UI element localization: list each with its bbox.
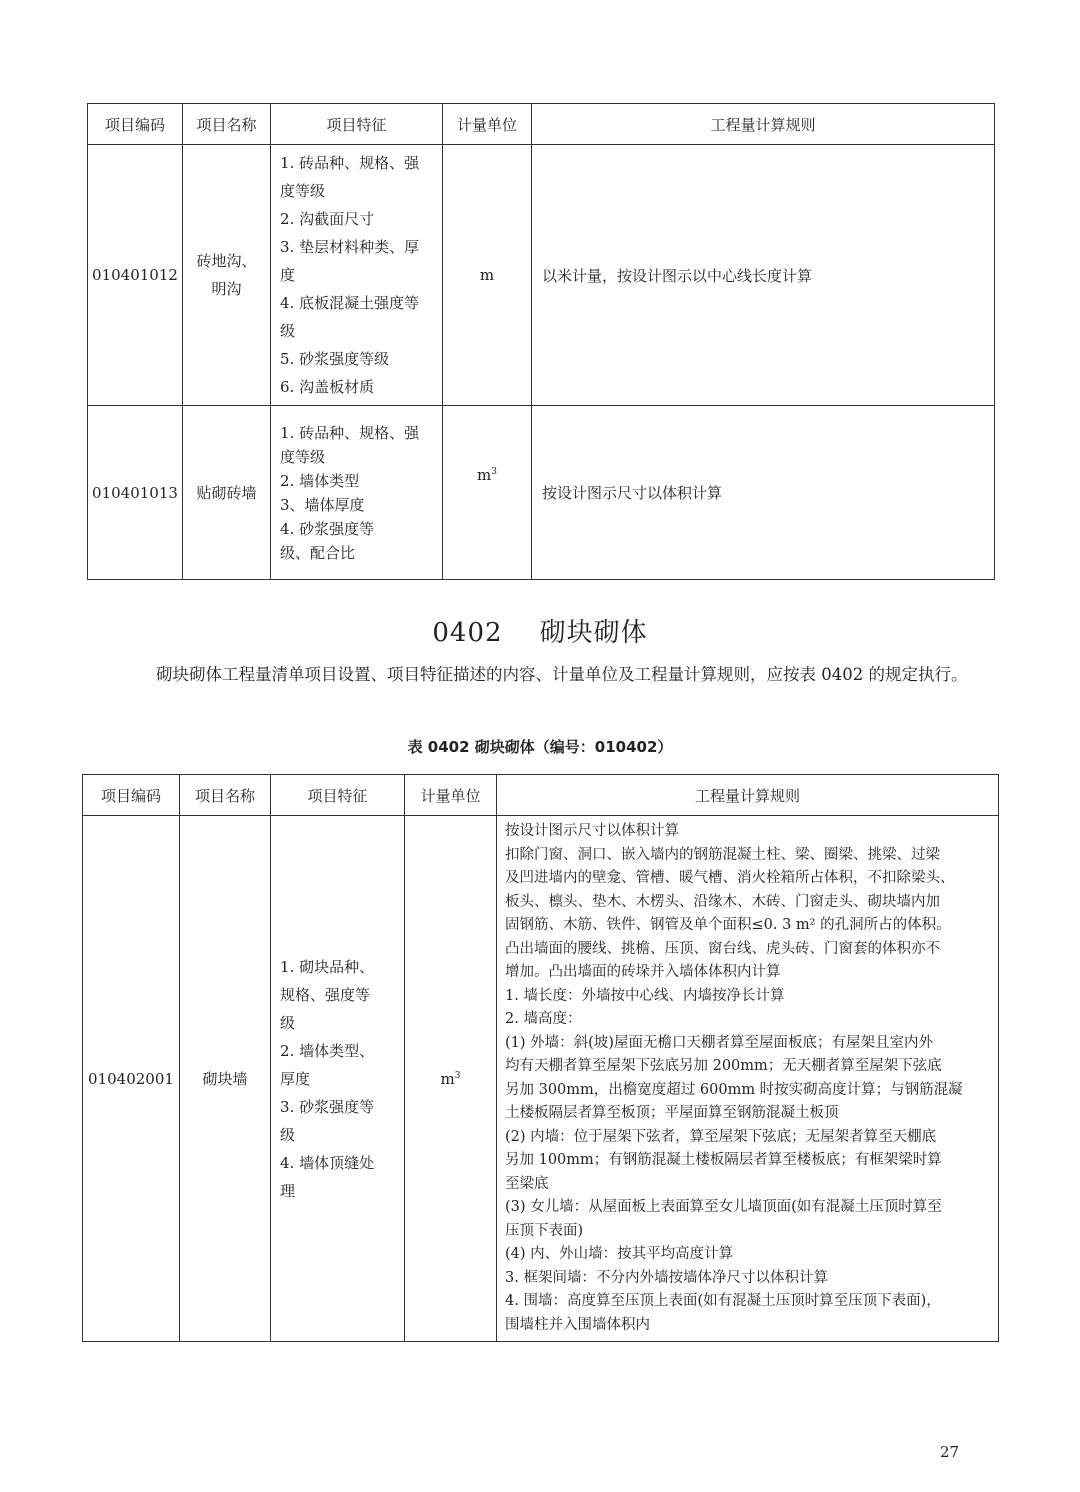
table-row [88,406,995,580]
table-0401-continued [87,103,995,580]
rule-line: 压顶下表面) [505,1222,584,1239]
rule-line: 及凹进墙内的壁龛、管槽、暖气槽、消火栓箱所占体积，不扣除梁头、 [505,870,955,886]
rule-line: 另加 300mm，出檐宽度超过 600mm 时按实砌高度计算；与钢筋混凝 [505,1081,963,1098]
feature-line: 级 [280,1125,296,1144]
unit-base: m [440,1069,455,1088]
item-code: 010401013 [88,406,183,580]
feature-line: 1. 砌块品种、 [280,957,375,976]
header-rule: 工程量计算规则 [497,775,999,816]
feature-line: 4. 墙体顶缝处 [280,1153,375,1172]
item-rule [497,816,999,1342]
feature-line: 级 [280,1013,296,1032]
feature-line: 级 [280,322,296,340]
feature-line: 3. 垫层材料种类、厚 [280,238,420,256]
item-rule: 按设计图示尺寸以体积计算 [532,406,995,580]
rule-line: 固钢筋、木筋、铁件、钢管及单个面积≤0. 3 m² 的孔洞所占的体积。 [505,917,951,933]
feature-line: 度 [280,266,296,284]
unit-base: m [477,466,492,484]
rule-line: 3. 框架间墙：不分内外墙按墙体净尺寸以体积计算 [505,1269,828,1286]
header-unit: 计量单位 [405,775,497,816]
header-features: 项目特征 [271,104,443,145]
rule-line: (2) 内墙：位于屋架下弦者，算至屋架下弦底；无屋架者算至天棚底 [505,1128,937,1145]
feature-line: 1. 砖品种、规格、强 [280,423,420,442]
unit-exponent: 3 [454,1070,461,1081]
feature-line: 2. 墙体类型 [280,471,360,490]
unit-exponent: 3 [491,467,497,477]
feature-line: 2. 墙体类型、 [280,1041,375,1060]
feature-line: 3、墙体厚度 [280,495,365,514]
feature-line: 理 [280,1181,296,1200]
item-name: 砌块墙 [180,816,271,1342]
rule-line: 按设计图示尺寸以体积计算 [505,823,679,839]
item-name-line: 砖地沟、 [196,252,257,270]
section-intro: 砌块砌体工程量清单项目设置、项目特征描述的内容、计量单位及工程量计算规则，应按表 0402 的规定执行。 [156,665,968,684]
item-rule: 以米计量，按设计图示以中心线长度计算 [532,145,995,406]
item-code: 010402001 [83,816,180,1342]
table-0402 [82,774,999,1342]
item-name [183,145,271,406]
feature-line: 规格、强度等 [280,985,371,1004]
feature-line: 厚度 [280,1069,311,1088]
rule-line: (4) 内、外山墙：按其平均高度计算 [505,1246,734,1262]
feature-line: 4. 砂浆强度等 [280,519,375,538]
rule-line: 2. 墙高度： [505,1011,582,1027]
feature-line: 度等级 [280,182,326,200]
item-code: 010401012 [88,145,183,406]
page-number: 27 [940,1443,960,1461]
header-name: 项目名称 [180,775,271,816]
rule-line: 扣除门窗、洞口、嵌入墙内的钢筋混凝土柱、梁、圈梁、挑梁、过梁 [505,846,940,863]
header-features: 项目特征 [271,775,405,816]
header-code: 项目编码 [83,775,180,816]
rule-line: 至梁底 [505,1175,549,1192]
item-unit: m [443,145,532,406]
item-unit [405,816,497,1342]
feature-line: 2. 沟截面尺寸 [280,210,375,228]
rule-line: 凸出墙面的腰线、挑檐、压顶、窗台线、虎头砖、门窗套的体积亦不 [505,940,940,957]
header-code: 项目编码 [88,104,183,145]
section-title: 0402 砌块砌体 [432,618,648,648]
rule-line: 1. 墙长度：外墙按中心线、内墙按净长计算 [505,987,785,1004]
table-caption: 表 0402 砌块砌体（编号：010402） [407,738,673,756]
rule-line: 均有天棚者算至屋架下弦底另加 200mm；无天棚者算至屋架下弦底 [505,1058,942,1074]
header-rule: 工程量计算规则 [532,104,995,145]
feature-line: 3. 砂浆强度等 [280,1097,375,1116]
item-features [271,145,443,406]
feature-line: 5. 砂浆强度等级 [280,350,390,368]
table-header-row [88,104,995,145]
rule-line: (1) 外墙：斜(坡)屋面无檐口天棚者算至屋面板底；有屋架且室内外 [505,1034,933,1051]
table-header-row [83,775,999,816]
item-name-line: 明沟 [211,280,242,298]
rule-line: 另加 100mm；有钢筋混凝土楼板隔层者算至楼板底；有框架梁时算 [505,1152,942,1168]
feature-line: 1. 砖品种、规格、强 [280,154,420,172]
rule-line: 围墙柱并入围墙体积内 [505,1316,650,1333]
item-unit [443,406,532,580]
rule-line: 板头、檩头、垫木、木楞头、沿缘木、木砖、门窗走头、砌块墙内加 [505,893,940,910]
header-unit: 计量单位 [443,104,532,145]
rule-line: 4. 围墙：高度算至压顶上表面(如有混凝土压顶时算至压顶下表面)， [505,1293,941,1309]
feature-line: 4. 底板混凝土强度等 [280,294,420,312]
table-row [88,145,995,406]
rule-line: (3) 女儿墙：从屋面板上表面算至女儿墙顶面(如有混凝土压顶时算至 [505,1199,942,1215]
item-features [271,406,443,580]
feature-line: 级、配合比 [280,543,356,562]
item-name: 贴砌砖墙 [183,406,271,580]
feature-line: 度等级 [280,447,326,466]
feature-line: 6. 沟盖板材质 [280,378,375,396]
rule-line: 土楼板隔层者算至板顶；平屋面算至钢筋混凝土板顶 [505,1105,839,1121]
header-name: 项目名称 [183,104,271,145]
table-row [83,816,999,1342]
rule-line: 增加。凸出墙面的砖垛并入墙体体积内计算 [505,964,781,980]
item-features [271,816,405,1342]
